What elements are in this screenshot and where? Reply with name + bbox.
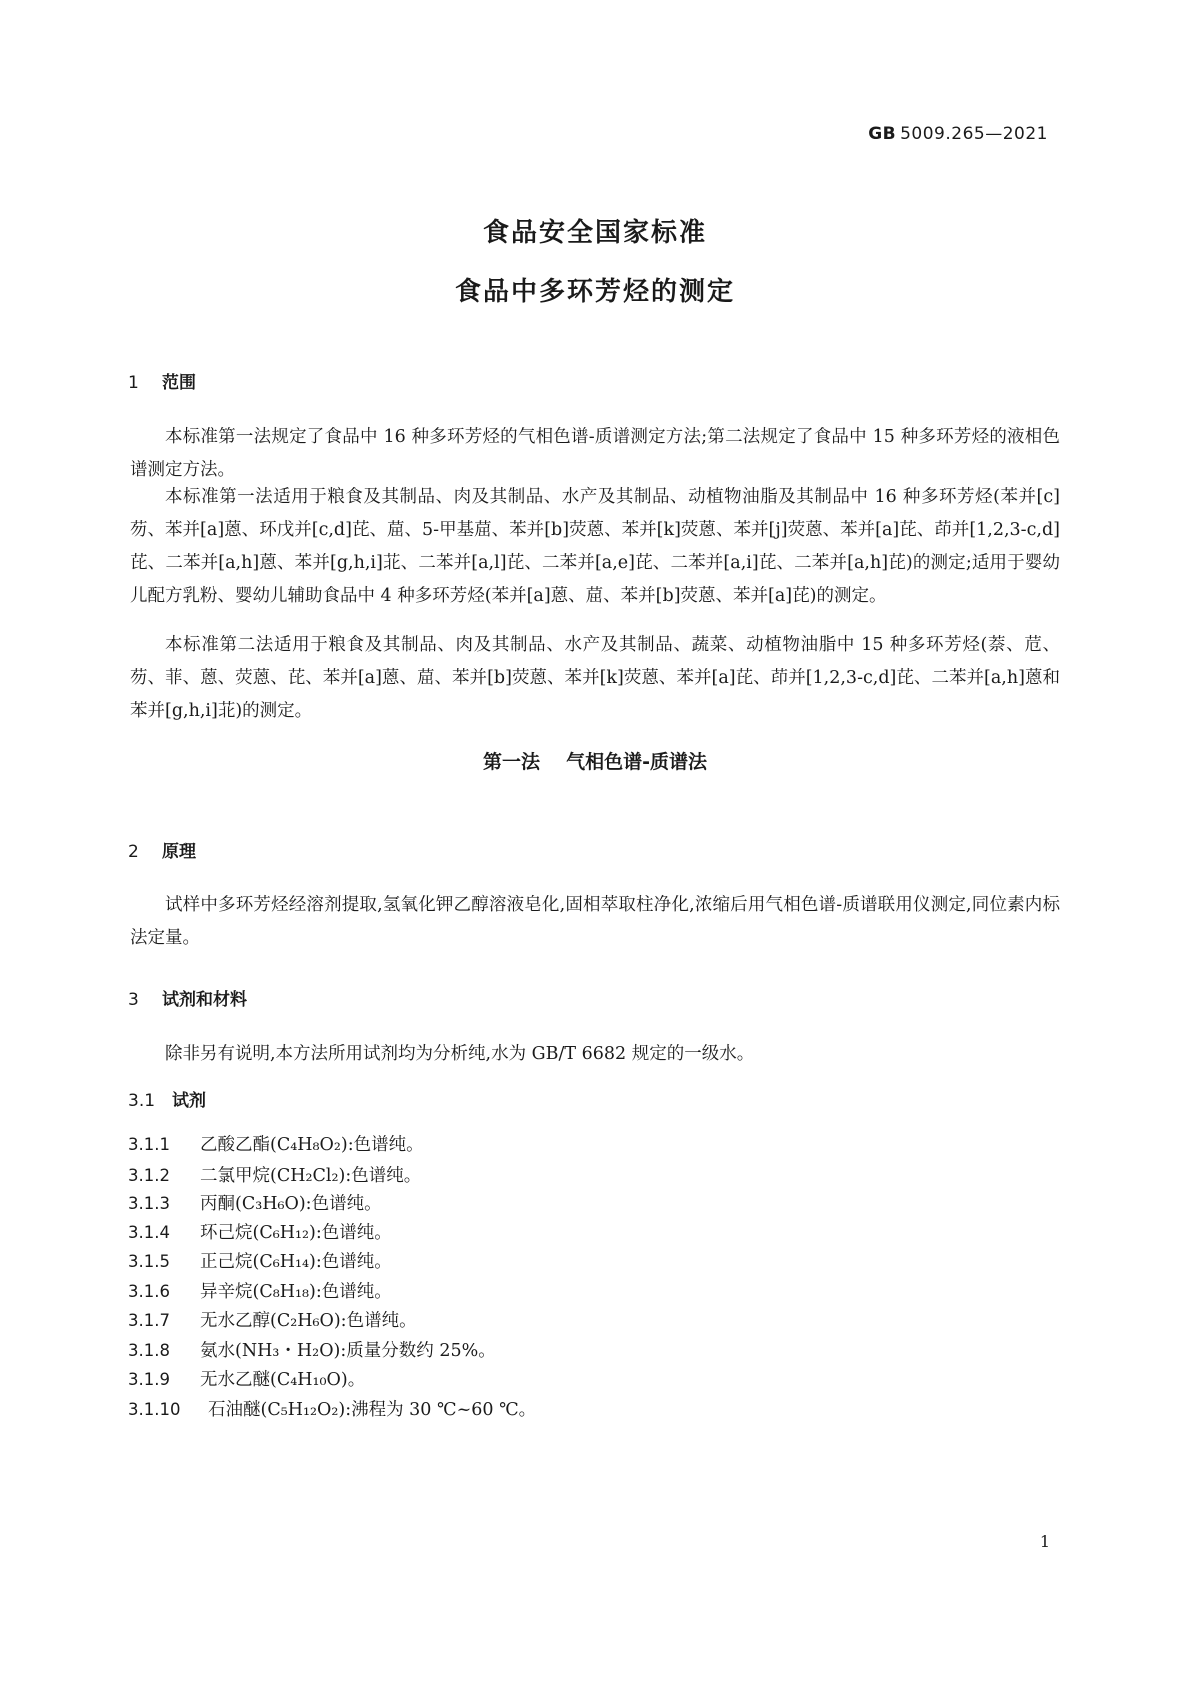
- reagent-number: 3.1.2: [128, 1166, 170, 1185]
- section-heading-scope: [128, 368, 196, 393]
- section-number: 1: [128, 373, 139, 393]
- section-heading-reagents-materials: [128, 985, 247, 1010]
- reagent-text: 石油醚(C₅H₁₂O₂):沸程为 30 ℃~60 ℃。: [208, 1400, 537, 1420]
- reagent-item: [128, 1219, 392, 1244]
- reagent-number: 3.1.8: [128, 1341, 170, 1360]
- reagent-item: [128, 1278, 392, 1303]
- reagent-text: 无水乙醇(C₂H₆O):色谱纯。: [200, 1311, 417, 1331]
- reagent-item: [128, 1248, 392, 1273]
- section-title: 范围: [162, 373, 196, 393]
- method-heading: [0, 747, 1190, 774]
- reagent-item: [128, 1190, 382, 1215]
- document-title-line2: 食品中多环芳烃的测定: [454, 277, 735, 307]
- reagent-item: [128, 1366, 365, 1391]
- reagent-item: [128, 1162, 421, 1187]
- section-number: 3: [128, 990, 139, 1010]
- section-number: 3.1: [128, 1091, 156, 1111]
- section-title: 试剂和材料: [162, 990, 247, 1010]
- reagent-number: 3.1.9: [128, 1370, 170, 1389]
- scope-paragraph-2: 本标准第一法适用于粮食及其制品、肉及其制品、水产及其制品、动植物油脂及其制品中 16 种多环芳烃(苯并[c]芴、苯并[a]蒽、环戊并[c,d]芘、䓛、5-甲基䓛、苯并[b]荧蒽、苯并[k]荧蒽、苯并[j]荧蒽、苯并[a]芘、茚并[1,2,3-c,d]芘、二苯并[a,h]蒽、苯并[g,h,i]苝、二苯并[a,l]芘、二苯并[a,e]芘、二苯并[a,i]芘、二苯并[a,h]芘)的测定;适用于婴幼儿配方乳粉、婴幼儿辅助食品中 4 种多环芳烃(苯并[a]蒽、䓛、苯并[b]荧蒽、苯并[a]芘)的测定。: [130, 487, 1060, 606]
- reagents-intro-paragraph: 除非另有说明,本方法所用试剂均为分析纯,水为 GB/T 6682 规定的一级水。: [165, 1044, 755, 1064]
- reagent-text: 异辛烷(C₈H₁₈):色谱纯。: [200, 1282, 392, 1302]
- section-title: 原理: [162, 842, 196, 862]
- standard-code: 5009.265—2021: [900, 124, 1048, 144]
- reagent-number: 3.1.10: [128, 1400, 181, 1419]
- reagent-number: 3.1.1: [128, 1135, 170, 1154]
- reagent-item: [128, 1131, 424, 1156]
- section-title: 试剂: [172, 1091, 206, 1111]
- reagent-number: 3.1.3: [128, 1194, 170, 1213]
- reagent-item: [128, 1337, 496, 1362]
- reagent-item: [128, 1307, 417, 1332]
- section-number: 2: [128, 842, 139, 862]
- method-label: 第一法: [483, 751, 541, 773]
- document-title-line1: 食品安全国家标准: [482, 218, 707, 248]
- reagent-number: 3.1.7: [128, 1311, 170, 1330]
- reagent-text: 二氯甲烷(CH₂Cl₂):色谱纯。: [200, 1166, 422, 1186]
- scope-paragraph-1: 本标准第一法规定了食品中 16 种多环芳烃的气相色谱-质谱测定方法;第二法规定了食品中 15 种多环芳烃的液相色谱测定方法。: [130, 427, 1060, 480]
- reagent-text: 环己烷(C₆H₁₂):色谱纯。: [200, 1223, 392, 1243]
- standard-number: [868, 124, 1048, 144]
- reagent-text: 无水乙醚(C₄H₁₀O)。: [200, 1370, 366, 1390]
- reagent-number: 3.1.6: [128, 1282, 170, 1301]
- reagent-text: 氨水(NH₃・H₂O):质量分数约 25%。: [200, 1341, 496, 1361]
- subsection-heading-reagents: [128, 1086, 206, 1111]
- reagent-number: 3.1.5: [128, 1252, 170, 1271]
- page-number: 1: [1039, 1532, 1050, 1551]
- section-heading-principle: [128, 837, 196, 862]
- principle-paragraph: 试样中多环芳烃经溶剂提取,氢氧化钾乙醇溶液皂化,固相萃取柱净化,浓缩后用气相色谱-质谱联用仪测定,同位素内标法定量。: [130, 895, 1060, 948]
- reagent-number: 3.1.4: [128, 1223, 170, 1242]
- method-name: 气相色谱-质谱法: [566, 751, 707, 773]
- scope-paragraph-3: 本标准第二法适用于粮食及其制品、肉及其制品、水产及其制品、蔬菜、动植物油脂中 15 种多环芳烃(萘、苊、芴、菲、蒽、荧蒽、芘、苯并[a]蒽、䓛、苯并[b]荧蒽、苯并[k]荧蒽、苯并[a]芘、茚并[1,2,3-c,d]芘、二苯并[a,h]蒽和苯并[g,h,i]苝)的测定。: [130, 635, 1060, 721]
- reagent-item: [128, 1396, 536, 1421]
- standard-prefix: GB: [868, 124, 897, 144]
- reagent-text: 乙酸乙酯(C₄H₈O₂):色谱纯。: [200, 1135, 424, 1155]
- reagent-text: 丙酮(C₃H₆O):色谱纯。: [200, 1194, 382, 1214]
- reagent-text: 正己烷(C₆H₁₄):色谱纯。: [200, 1252, 392, 1272]
